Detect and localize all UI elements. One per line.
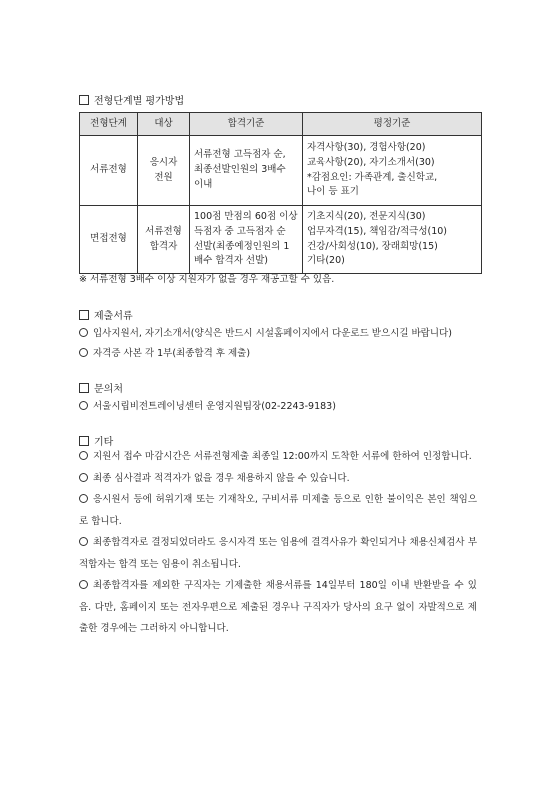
pass-criteria-cell [190, 136, 303, 206]
list-item [79, 325, 452, 339]
submission-item-text: 입사지원서, 자기소개서(양식은 반드시 시설홈페이지에서 다운로드 받으시길 바랍니다) [93, 328, 452, 339]
criteria-line: 기초지식(20), 전문지식(30) [307, 211, 426, 223]
submission-item-text: 자격증 사본 각 1부(최종합격 후 제출) [93, 348, 251, 359]
etc-paragraph [79, 532, 477, 575]
etc-paragraph [79, 446, 477, 468]
criteria-line: 자격사항(30), 경험사항(20) [307, 142, 426, 154]
header-rating-criteria: 평정기준 [303, 113, 482, 136]
circle-bullet-icon [79, 401, 88, 410]
evaluation-section-title [79, 92, 184, 107]
checkbox-square-icon [79, 436, 89, 446]
list-item [79, 398, 336, 412]
stage-cell: 서류전형 [80, 136, 138, 206]
etc-paragraph [79, 468, 477, 490]
pass-line: 선발(최종예정인원의 1 [194, 240, 290, 252]
table-header-row [80, 113, 482, 136]
circle-bullet-icon [79, 537, 88, 546]
target-cell [138, 136, 190, 206]
stage-cell: 면접전형 [80, 206, 138, 274]
circle-bullet-icon [79, 473, 88, 482]
criteria-line: 업무자격(15), 책임감/적극성(10) [307, 225, 448, 237]
rating-criteria-cell [303, 136, 482, 206]
etc-paragraph-text: 최종 심사결과 적격자가 없을 경우 채용하지 않을 수 있습니다. [93, 472, 350, 484]
checkbox-square-icon [79, 310, 89, 320]
target-line: 합격자 [149, 240, 178, 252]
rating-criteria-cell [303, 206, 482, 274]
target-line: 서류전형 [145, 225, 182, 237]
target-cell [138, 206, 190, 274]
pass-line: 배수 합격자 선발) [194, 255, 268, 267]
pass-criteria-cell [190, 206, 303, 274]
table-row [80, 136, 482, 206]
etc-paragraph [79, 575, 477, 640]
etc-paragraph-text: 지원서 접수 마감시간은 서류전형제출 최종일 12:00까지 도착한 서류에 한하여 인정합니다. [93, 451, 472, 462]
circle-bullet-icon [79, 580, 88, 589]
circle-bullet-icon [79, 328, 88, 337]
pass-line: 100점 만점의 60점 이상 [194, 211, 298, 223]
header-pass-criteria: 합격기준 [190, 113, 303, 136]
criteria-line: 교육사항(20), 자기소개서(30) [307, 156, 435, 168]
criteria-line: 건강/사회성(10), 장래희망(15) [307, 240, 438, 252]
pass-line: 서류전형 고득점자 순, [194, 149, 286, 161]
target-line: 전원 [154, 171, 173, 183]
criteria-line: 기타(20) [307, 255, 345, 267]
checkbox-square-icon [79, 95, 89, 105]
etc-paragraph-text: 최종합격자를 제외한 구직자는 기제출한 채용서류를 14일부터 180일 이내 반환받을 수 있음. 다만, 홈페이지 또는 전자우편으로 제출된 경우나 구직자가 당사의 요구 없이 자발적으로 제출한 경우에는 그러하지 아니합니다. [79, 580, 477, 634]
pass-line: 최종선발인원의 3배수 [194, 164, 286, 176]
etc-title-text: 기타 [94, 437, 114, 448]
contact-section-title [79, 380, 123, 395]
header-stage: 전형단계 [80, 113, 138, 136]
etc-paragraph [79, 489, 477, 532]
target-line: 응시자 [149, 156, 178, 168]
submission-section-title [79, 307, 133, 322]
contact-title-text: 문의처 [94, 384, 123, 395]
etc-paragraph-text: 최종합격자로 결정되었더라도 응시자격 또는 임용에 결격사유가 확인되거나 채용신체검사 부적합자는 합격 또는 임용이 취소됩니다. [79, 537, 477, 570]
contact-item-text: 서울시립비전트레이닝센터 운영지원팀장(02-2243-9183) [93, 401, 336, 412]
header-target: 대상 [138, 113, 190, 136]
circle-bullet-icon [79, 348, 88, 357]
evaluation-note: ※ 서류전형 3배수 이상 지원자가 없을 경우 재공고할 수 있음. [79, 274, 335, 285]
criteria-line: *감점요인: 가족관계, 출신학교, [307, 171, 438, 183]
list-item [79, 345, 250, 359]
circle-bullet-icon [79, 451, 88, 460]
etc-paragraph-text: 응시원서 등에 허위기재 또는 기재착오, 구비서류 미제출 등으로 인한 불이익은 본인 책임으로 합니다. [79, 494, 477, 527]
evaluation-title-text: 전형단계별 평가방법 [94, 96, 185, 107]
pass-line: 이내 [194, 178, 213, 190]
circle-bullet-icon [79, 494, 88, 503]
criteria-line: 나이 등 표기 [307, 186, 359, 198]
evaluation-table [79, 112, 482, 274]
etc-paragraphs [79, 446, 477, 640]
checkbox-square-icon [79, 383, 89, 393]
submission-title-text: 제출서류 [94, 311, 133, 322]
pass-line: 득점자 중 고득점자 순 [194, 225, 286, 237]
table-row [80, 206, 482, 274]
